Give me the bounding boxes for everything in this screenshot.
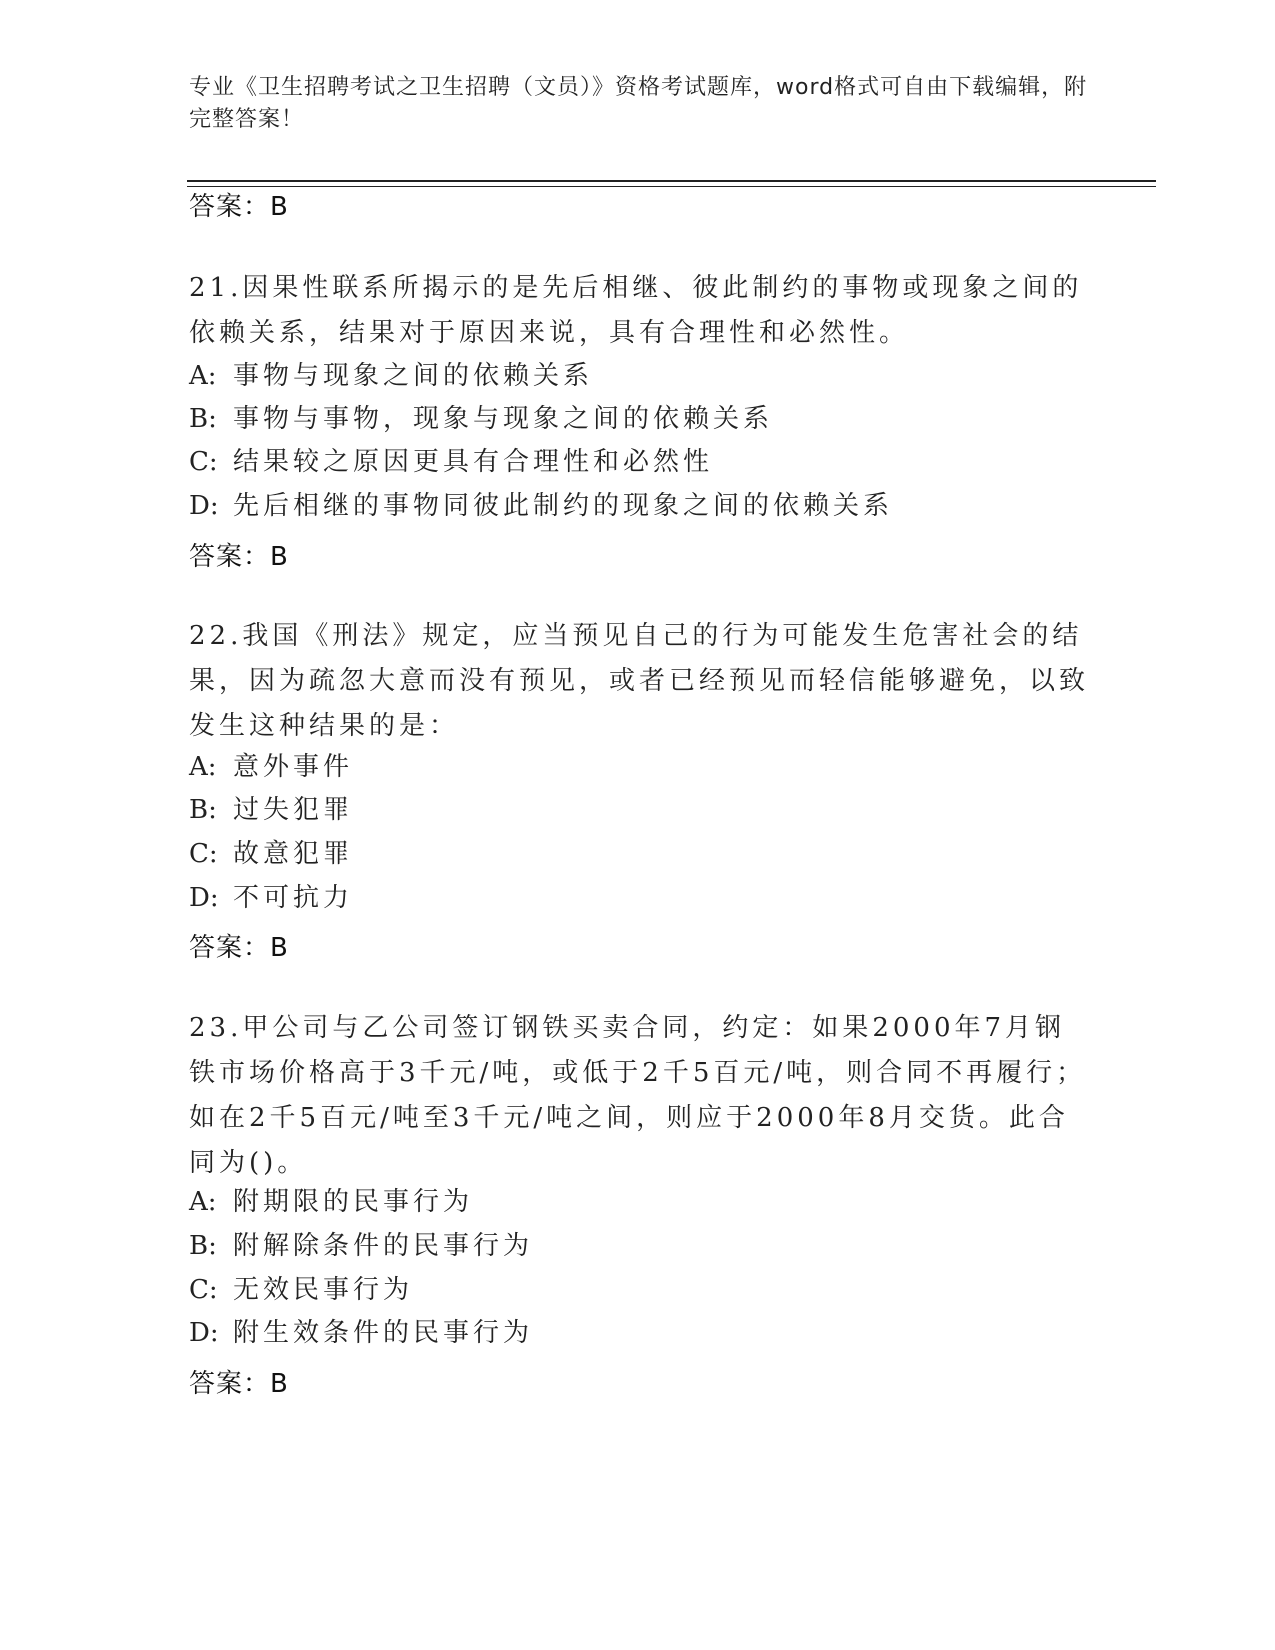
question-21-option-c [189, 440, 713, 485]
question-22-text: 22.我国《刑法》规定，应当预见自己的行为可能发生危害社会的结果，因为疏忽大意而没有预见，或者已经预见而轻信能够避免，以致发生这种结果的是： [189, 621, 1090, 741]
question-23-option-b [189, 1224, 533, 1269]
option-text: 过失犯罪 [233, 795, 354, 825]
question-23-option-a [189, 1180, 473, 1225]
header-divider [187, 180, 1156, 182]
option-key: A: [189, 361, 217, 391]
option-key: A: [189, 1187, 217, 1217]
question-21-option-a [189, 354, 593, 399]
question-22-option-d [189, 876, 353, 921]
question-21-option-d [189, 484, 893, 529]
previous-answer: 答案：B [189, 192, 289, 222]
question-23-option-c [189, 1268, 413, 1313]
option-key: D: [189, 1318, 219, 1348]
option-text: 无效民事行为 [233, 1275, 414, 1305]
option-key: B: [189, 795, 217, 825]
option-key: D: [189, 491, 219, 521]
option-text: 意外事件 [233, 752, 354, 782]
option-text: 事物与事物，现象与现象之间的依赖关系 [233, 404, 774, 434]
option-text: 事物与现象之间的依赖关系 [233, 361, 594, 391]
option-key: C: [189, 839, 218, 869]
question-21-option-b [189, 397, 773, 442]
option-text: 附生效条件的民事行为 [233, 1318, 534, 1348]
option-key: A: [189, 752, 217, 782]
option-text: 故意犯罪 [233, 839, 354, 869]
document-header: 专业《卫生招聘考试之卫生招聘（文员）》资格考试题库，word格式可自由下载编辑，附完整答案！ [189, 75, 1088, 132]
option-key: C: [189, 447, 218, 477]
question-23-answer: 答案：B [189, 1369, 289, 1399]
option-key: B: [189, 1231, 217, 1261]
option-text: 附期限的民事行为 [233, 1187, 474, 1217]
question-22-answer: 答案：B [189, 933, 289, 963]
option-text: 不可抗力 [233, 883, 354, 913]
question-22-option-b [189, 788, 353, 833]
option-key: C: [189, 1275, 218, 1305]
option-key: D: [189, 883, 219, 913]
question-21-answer: 答案：B [189, 542, 289, 572]
option-text: 附解除条件的民事行为 [233, 1231, 534, 1261]
option-key: B: [189, 404, 217, 434]
option-text: 结果较之原因更具有合理性和必然性 [233, 447, 714, 477]
option-text: 先后相继的事物同彼此制约的现象之间的依赖关系 [233, 491, 894, 521]
question-21-text: 21.因果性联系所揭示的是先后相继、彼此制约的事物或现象之间的依赖关系，结果对于原因来说，具有合理性和必然性。 [189, 273, 1083, 348]
question-22-option-c [189, 832, 353, 877]
header-divider-thin [187, 186, 1156, 187]
question-22-option-a [189, 745, 353, 790]
question-23-option-d [189, 1311, 533, 1356]
question-23-text: 23.甲公司与乙公司签订钢铁买卖合同，约定：如果2000年7月钢铁市场价格高于3千元/吨，或低于2千5百元/吨，则合同不再履行；如在2千5百元/吨至3千元/吨之间，则应于2000年8月交货。此合同为()。 [189, 1013, 1087, 1178]
